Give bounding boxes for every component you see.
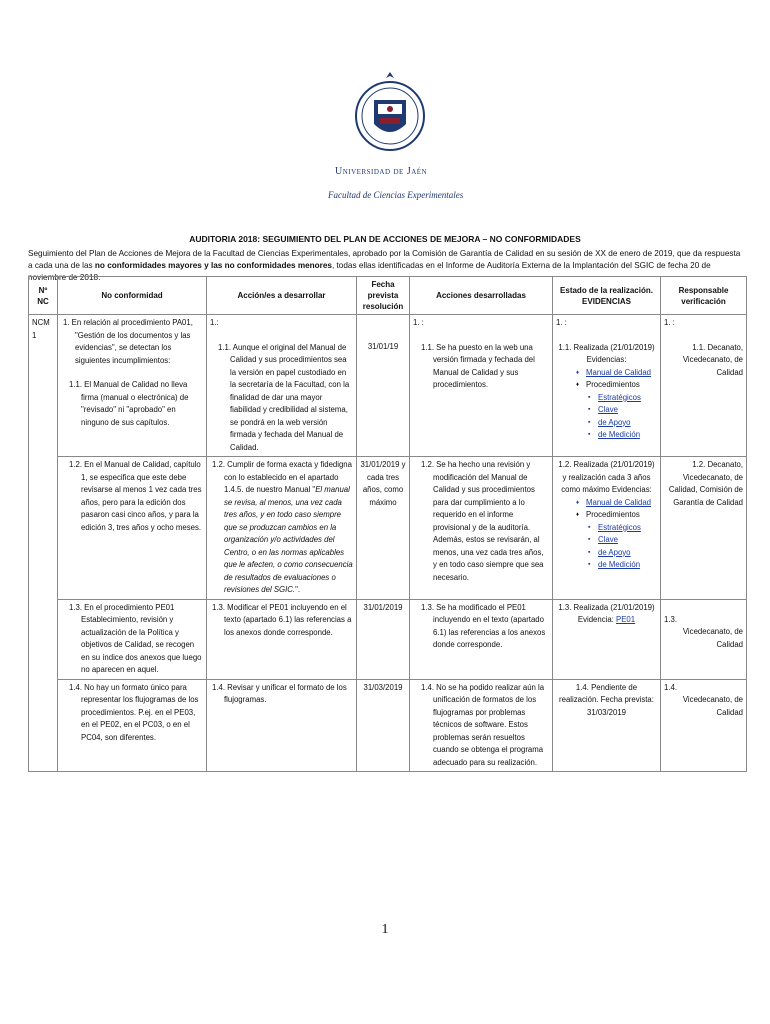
table-header-row [29,277,747,315]
developed-intro: 1. : [413,318,424,327]
evidence-label: Evidencia: [577,615,614,624]
evidence-link-manual[interactable]: ♦ Manual de Calidad [586,497,657,510]
table-row [29,457,747,600]
action-text: 1.4. Revisar y unificar el formato de los flujogramas. [212,682,347,704]
evidence-link-strategic[interactable]: ▪ Estratégicos [598,522,657,535]
page-number: 1 [381,922,389,937]
status-cell: 1.4. Pendiente de realización. Fecha prevista: 31/03/2019 [553,679,661,772]
date-cell: 31/01/2019 [357,599,410,679]
nc-text: 1.4. No hay un formato único para representar los flujogramas de los procedimientos. P.ej. en el PE03, en el PE02, en el PC03, o en el PC04, son diferentes. [69,682,199,742]
resp-intro: 1. : [664,318,675,327]
nc-text: 1.3. En el procedimiento PE01 Establecimiento, revisión y actualización de la Política y objetivos de Calidad, se recogen en su índice dos anexos que luego no aparecen en aquel. [69,602,202,674]
evidence-link-pe01[interactable]: PE01 [616,615,636,624]
evidence-link-measurement[interactable]: ▪ de Medición [598,559,657,572]
university-seal-logo [330,66,450,206]
header-actions: Acción/es a desarrollar [207,277,357,315]
evidence-link-manual[interactable]: ♦ Manual de Calidad [586,367,657,380]
nonconformity-cell [58,315,207,457]
evidence-link-measurement[interactable]: ▪ de Medición [598,429,657,442]
evidence-link-support[interactable]: ▪ de Apoyo [598,547,657,560]
status-head: 1.2. Realizada (21/01/2019) y realización cada 3 años como máximo Evidencias: [558,460,655,494]
date-cell [357,315,410,457]
responsible-cell [661,315,747,457]
procedures-label: ♦ Procedimientos [586,509,657,522]
action-text: 1.1. Aunque el original del Manual de Calidad y sus procedimientos sea la versión en papel custodiado en la secretaría de la Facultad, con la finalidad de dar una mayor fiabilidad y credibilidad al sistema, se pondrá en la web versión firmada y fechada del Manual de Calidad. [218,342,350,452]
header-responsible: Responsable verificación [661,277,747,315]
developed-text: 1.2. Se ha hecho una revisión y modificación del Manual de Calidad y sus procedimientos para dar cumplimiento a lo requerido en el informe provisional y de la auditoría. Además, estos se revisarán, al menos, una vez cada tres años, y en todo caso siempre que sea necesario. [421,460,544,582]
seal-icon [350,66,430,156]
action-cell [207,599,357,679]
action-text: 1.2. Cumplir de forma exacta y fidedigna con lo establecido en el apartado 1.4.5. de nuestro Manual "El manual se revisa, al menos, una vez cada tres años, y en todo caso siempre que se produzcan cambios en la organización y/o actividades del Centro, o en las normas aplicables que le afecten, o como consecuencia de resultados de evaluaciones o revisiones del SGIC.". [212,460,353,594]
status-head: 1.3. Realizada (21/01/2019) [558,602,655,612]
developed-text: 1.1. Se ha puesto en la web una versión firmada y fechada del Manual de Calidad y sus procedimientos. [421,342,535,389]
resp-text: Vicedecanato, de Calidad [682,695,743,717]
developed-cell [410,679,553,772]
intro-paragraph: Seguimiento del Plan de Acciones de Mejora de la Facultad de Ciencias Experimentales, aprobado por la Comisión de Garantía de Calidad en su sesión de XX de enero de 2019, que da respuesta a cada una de las no conformidades mayores y las no conformidades menores, todas ellas identificadas en el Informe de Auditoría Externa de la Implantación del SGIC de fecha 20 de noviembre de 2018. [28,249,741,282]
status-cell [553,599,661,679]
university-name: Universidad de Jaén [335,166,428,177]
status-cell [553,457,661,600]
evidence-link-key[interactable]: ▪ Clave [598,534,657,547]
action-cell [207,457,357,600]
nonconformity-cell [58,599,207,679]
date-cell: 31/01/2019 y cada tres años, como máximo [357,457,410,600]
procedures-label: ♦ Procedimientos [586,379,657,392]
evidence-link-strategic[interactable]: ▪ Estratégicos [598,392,657,405]
header-nonconformity: No conformidad [58,277,207,315]
resp-text: Vicedecanato, de Calidad [682,627,743,649]
responsible-cell [661,679,747,772]
developed-text: 1.3. Se ha modificado el PE01 incluyendo en el texto (apartado 6.1) las referencias a los anexos donde corresponde. [421,602,546,649]
date-text: 31/01/19 [367,342,399,351]
table-row [29,679,747,772]
nc-text: 1.1. El Manual de Calidad no lleva firma (manual o electrónica) de "revisado" ni "aprobado" en ninguno de sus capítulos. [69,380,189,427]
status-intro: 1. : [556,318,567,327]
responsible-cell [661,599,747,679]
header-nc: Nº NC [29,277,58,315]
action-intro: 1.: [210,318,219,327]
nc-text: 1.2. En el Manual de Calidad, capítulo 1, se especifica que este debe revisarse al menos 1 vez cada tres años, pero para la edición dos pasaron casi cinco años, y para la edición 3, tres años y ocho meses. [69,460,202,532]
header-status: Estado de la realización. EVIDENCIAS [553,277,661,315]
table-row [29,315,747,457]
nc-id-cell: NCM 1 [29,315,58,772]
nc-intro: 1. En relación al procedimiento PA01, "Gestión de los documentos y las evidencias", se detectan los siguientes incumplimientos: [63,318,193,365]
responsible-cell: 1.2. Decanato, Vicedecanato, de Calidad, Comisión de Garantía de Calidad [661,457,747,600]
status-cell [553,315,661,457]
developed-text: 1.4. No se ha podido realizar aún la unificación de formatos de los flujogramas por problemas técnicos de software. Estos problemas serán resueltos cuando se obtenga el programa adecuado para su realización. [421,682,545,767]
nonconformity-cell [58,679,207,772]
nonconformity-cell [58,457,207,600]
faculty-name: Facultad de Ciencias Experimentales [328,190,464,200]
evidence-link-key[interactable]: ▪ Clave [598,404,657,417]
action-text: 1.3. Modificar el PE01 incluyendo en el texto (apartado 6.1) las referencias a los anexos donde corresponde. [212,602,352,637]
action-cell [207,315,357,457]
nonconformity-table [28,276,747,772]
developed-cell [410,315,553,457]
resp-text: 1.1. Decanato, Vicedecanato, de Calidad [682,342,743,377]
document-title: AUDITORIA 2018: SEGUIMIENTO DEL PLAN DE ACCIONES DE MEJORA – NO CONFORMIDADES [189,234,581,244]
header-developed: Acciones desarrolladas [410,277,553,315]
table-row [29,599,747,679]
developed-cell [410,599,553,679]
developed-cell [410,457,553,600]
header-date: Fecha prevista resolución [357,277,410,315]
evidence-link-support[interactable]: ▪ de Apoyo [598,417,657,430]
action-cell [207,679,357,772]
status-head: 1.1. Realizada (21/01/2019) Evidencias: [558,342,655,364]
date-cell: 31/03/2019 [357,679,410,772]
resp-num: 1.3. [664,614,678,624]
resp-num: 1.4. [664,682,678,692]
